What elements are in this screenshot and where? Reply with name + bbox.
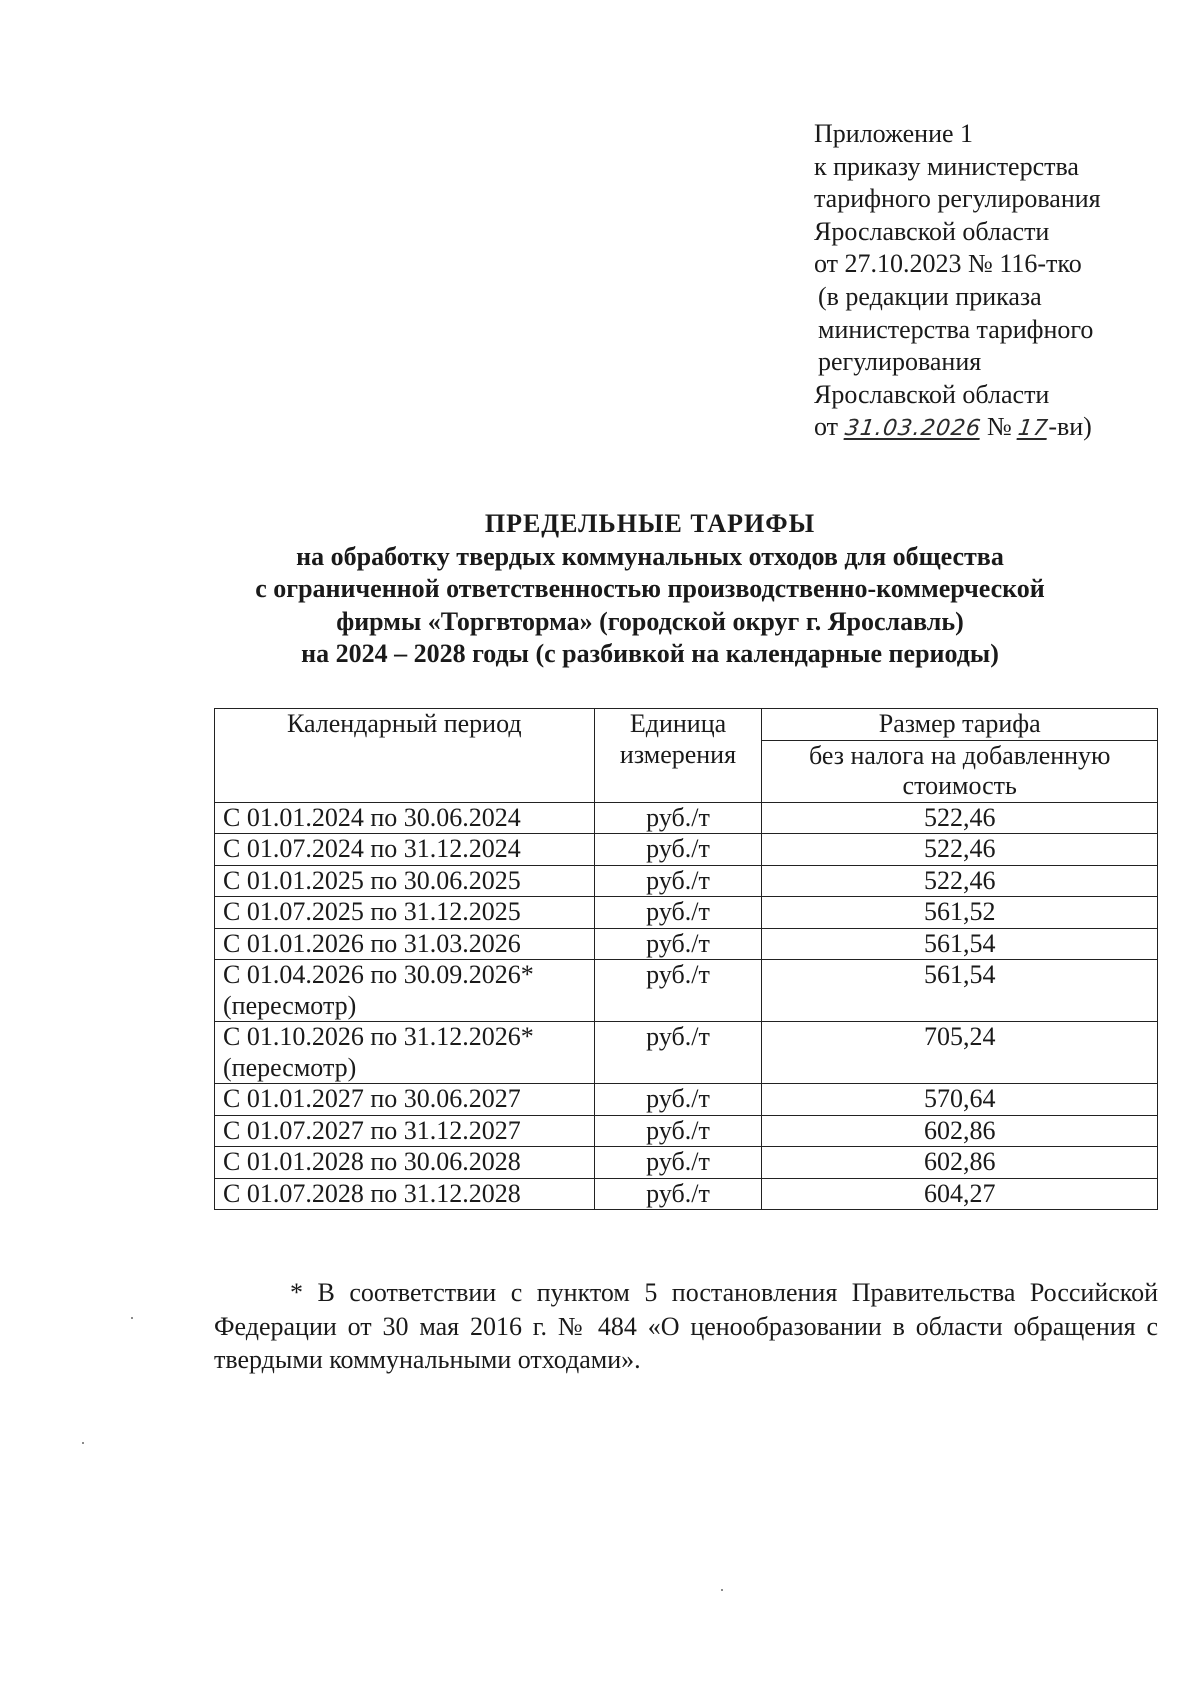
cell-period: С 01.01.2025 по 30.06.2025 bbox=[215, 865, 595, 897]
table-row bbox=[215, 960, 1158, 1022]
table-row bbox=[215, 802, 1158, 834]
cell-value: 561,52 bbox=[762, 897, 1158, 929]
cell-period-note: (пересмотр) bbox=[223, 990, 357, 1020]
cell-value: 570,64 bbox=[762, 1084, 1158, 1116]
annex-line-6: (в редакции приказа bbox=[818, 281, 1042, 311]
header-rate: Размер тарифа bbox=[762, 709, 1158, 741]
cell-unit: руб./т bbox=[594, 1022, 762, 1084]
annex-date-prefix: от bbox=[814, 412, 845, 442]
cell-value: 522,46 bbox=[762, 865, 1158, 897]
tariff-table bbox=[214, 708, 1158, 1210]
annex-line-1: Приложение 1 bbox=[814, 119, 974, 148]
cell-unit: руб./т bbox=[594, 897, 762, 929]
title-line-2: на обработку твердых коммунальных отходов для общества bbox=[296, 541, 1004, 571]
cell-period: С 01.07.2027 по 31.12.2027 bbox=[215, 1115, 595, 1147]
cell-period: С 01.07.2028 по 31.12.2028 bbox=[215, 1178, 595, 1210]
annex-line-4: Ярославской области bbox=[814, 216, 1050, 246]
annex-line-5: от 27.10.2023 № 116-тко bbox=[814, 249, 1082, 279]
scan-speck bbox=[131, 1317, 133, 1319]
cell-period: С 01.07.2025 по 31.12.2025 bbox=[215, 897, 595, 929]
annex-line-10 bbox=[814, 411, 1194, 446]
table-row bbox=[215, 897, 1158, 929]
cell-unit: руб./т bbox=[594, 865, 762, 897]
cell-unit: руб./т bbox=[594, 1115, 762, 1147]
table-row bbox=[215, 1178, 1158, 1210]
cell-value: 604,27 bbox=[762, 1178, 1158, 1210]
annex-header bbox=[814, 118, 1194, 446]
cell-period-text: С 01.04.2026 по 30.09.2026* bbox=[223, 960, 534, 989]
annex-number-suffix: -ви) bbox=[1048, 412, 1092, 442]
cell-unit: руб./т bbox=[594, 834, 762, 866]
handwritten-number: 17 bbox=[1016, 416, 1051, 442]
table-row bbox=[215, 928, 1158, 960]
table-row bbox=[215, 865, 1158, 897]
header-unit: Единица измерения bbox=[594, 709, 762, 803]
title-line-4: фирмы «Торгвторма» (городской округ г. Ярославль) bbox=[336, 606, 964, 636]
title-line-5: на 2024 – 2028 годы (с разбивкой на календарные периоды) bbox=[301, 639, 999, 668]
table-row bbox=[215, 1084, 1158, 1116]
table-row bbox=[215, 1115, 1158, 1147]
cell-value: 522,46 bbox=[762, 834, 1158, 866]
title-main: ПРЕДЕЛЬНЫЕ ТАРИФЫ bbox=[484, 509, 816, 538]
title-line-3: с ограниченной ответственностью производственно-коммерческой bbox=[255, 574, 1045, 603]
cell-period: С 01.01.2024 по 30.06.2024 bbox=[215, 802, 595, 834]
header-period: Календарный период bbox=[215, 709, 595, 803]
annex-line-9: Ярославской области bbox=[814, 379, 1050, 409]
annex-number-label: № bbox=[980, 412, 1019, 442]
cell-period: С 01.07.2024 по 31.12.2024 bbox=[215, 834, 595, 866]
cell-period: С 01.01.2028 по 30.06.2028 bbox=[215, 1147, 595, 1179]
cell-unit: руб./т bbox=[594, 1178, 762, 1210]
cell-value: 602,86 bbox=[762, 1147, 1158, 1179]
cell-value: 561,54 bbox=[762, 928, 1158, 960]
cell-value: 705,24 bbox=[762, 1022, 1158, 1084]
header-rate-sub: без налога на добавленную стоимость bbox=[762, 740, 1158, 802]
table-row bbox=[215, 834, 1158, 866]
cell-unit: руб./т bbox=[594, 1147, 762, 1179]
annex-line-2: к приказу министерства bbox=[814, 151, 1079, 181]
cell-period bbox=[215, 960, 595, 1022]
cell-period: С 01.01.2027 по 30.06.2027 bbox=[215, 1084, 595, 1116]
scan-speck bbox=[82, 1442, 84, 1444]
document-title bbox=[150, 508, 1150, 671]
cell-period-text: С 01.10.2026 по 31.12.2026* bbox=[223, 1022, 534, 1051]
cell-unit: руб./т bbox=[594, 960, 762, 1022]
annex-line-8: регулирования bbox=[818, 347, 982, 377]
table-row bbox=[215, 1147, 1158, 1179]
cell-period bbox=[215, 1022, 595, 1084]
scan-speck bbox=[721, 1589, 723, 1591]
table-header-row bbox=[215, 709, 1158, 741]
annex-line-3: тарифного регулирования bbox=[814, 184, 1101, 214]
footnote: * В соответствии с пунктом 5 постановления Правительства Российской Федерации от 30 мая 2016 г. № 484 «О ценообразовании в области обращения с твердыми коммунальными отходами». bbox=[214, 1278, 1158, 1374]
cell-value: 522,46 bbox=[762, 802, 1158, 834]
handwritten-date: 31.03.2026 bbox=[842, 416, 983, 442]
cell-value: 602,86 bbox=[762, 1115, 1158, 1147]
cell-unit: руб./т bbox=[594, 1084, 762, 1116]
cell-unit: руб./т bbox=[594, 928, 762, 960]
cell-period: С 01.01.2026 по 31.03.2026 bbox=[215, 928, 595, 960]
cell-period-note: (пересмотр) bbox=[223, 1052, 357, 1082]
cell-value: 561,54 bbox=[762, 960, 1158, 1022]
annex-line-7: министерства тарифного bbox=[818, 314, 1094, 344]
cell-unit: руб./т bbox=[594, 802, 762, 834]
table-row bbox=[215, 1022, 1158, 1084]
